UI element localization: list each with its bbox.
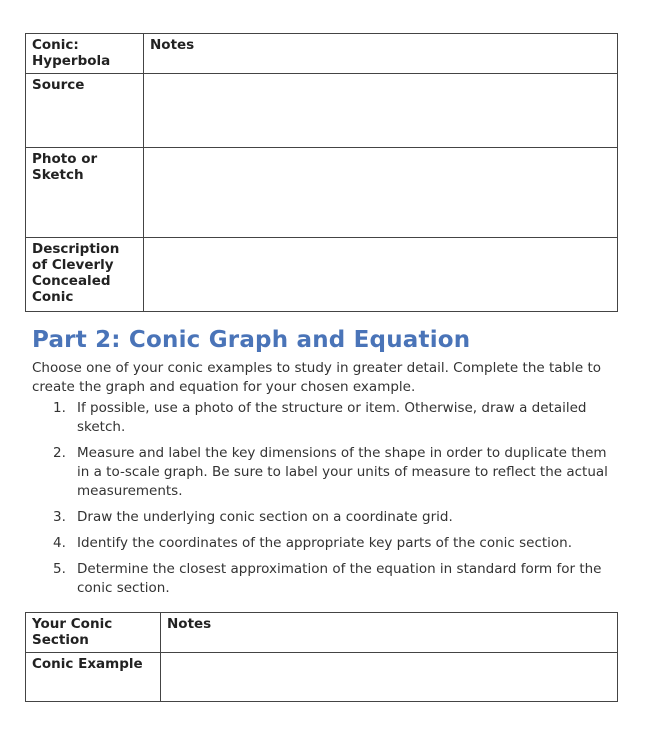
conic-example-cell[interactable] <box>161 653 618 702</box>
list-item: 2. Measure and label the key dimensions of the shape in order to duplicate them in a to-scale graph. Be sure to label your units of measure to reflect the actual measurements. <box>53 445 608 499</box>
list-item: 3. Draw the underlying conic section on a coordinate grid. <box>53 509 453 525</box>
part2-heading: Part 2: Conic Graph and Equation <box>32 327 471 353</box>
conic-hyperbola-table <box>25 33 618 312</box>
description-cell[interactable] <box>144 238 618 312</box>
row-label-source: Source <box>26 74 144 148</box>
part2-intro: Choose one of your conic examples to study in greater detail. Complete the table to create the graph and equation for your chosen example. <box>32 360 602 395</box>
notes-header-2: Notes <box>161 613 618 653</box>
row-label-your-conic: Your Conic Section <box>26 613 161 653</box>
row-label-conic-example: Conic Example <box>26 653 161 702</box>
conic-example-table <box>25 612 618 702</box>
row-label-conic: Conic: Hyperbola <box>26 34 144 74</box>
notes-header: Notes <box>144 34 618 74</box>
steps-list <box>32 399 617 605</box>
list-item: 4. Identify the coordinates of the appropriate key parts of the conic section. <box>53 535 573 551</box>
photo-cell[interactable] <box>144 148 618 238</box>
list-item: 1. If possible, use a photo of the structure or item. Otherwise, draw a detailed sketch. <box>53 400 587 435</box>
row-label-description: Description of Cleverly Concealed Conic <box>26 238 144 312</box>
row-label-photo: Photo or Sketch <box>26 148 144 238</box>
source-cell[interactable] <box>144 74 618 148</box>
list-item: 5. Determine the closest approximation of the equation in standard form for the conic section. <box>53 561 602 596</box>
